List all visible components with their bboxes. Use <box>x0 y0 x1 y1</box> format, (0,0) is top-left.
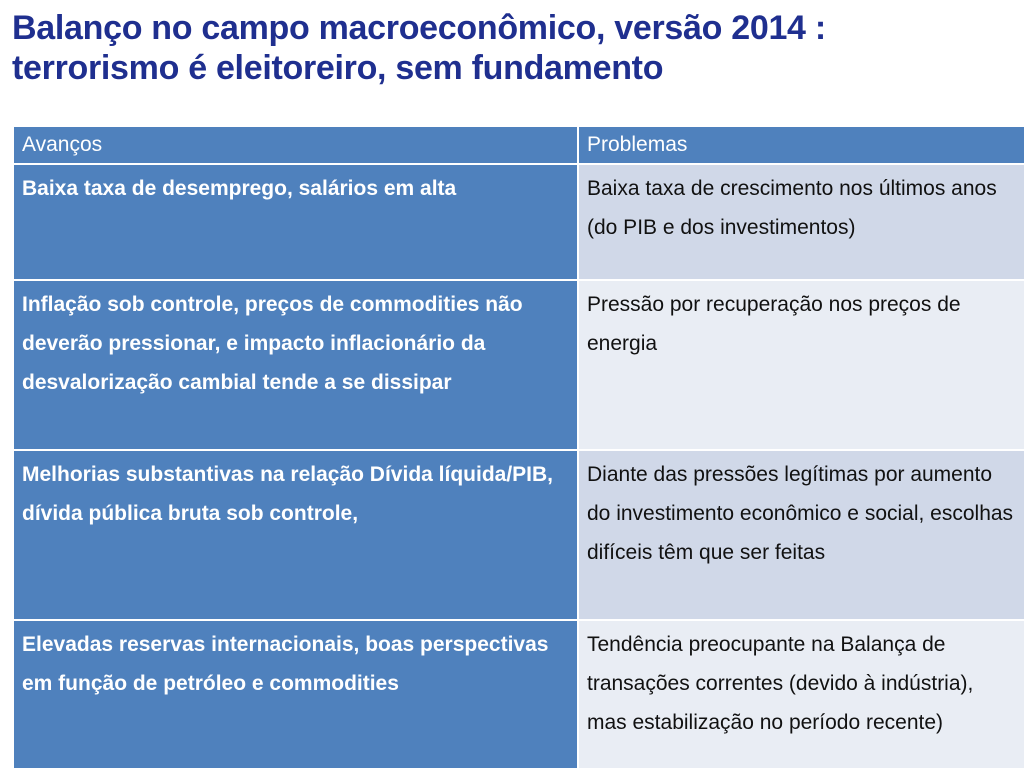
problema-cell: Diante das pressões legítimas por aumento do investimento econômico e social, escolhas difíceis têm que ser feitas <box>578 450 1024 620</box>
table-row <box>13 164 1024 280</box>
slide-title-line-2: terrorismo é eleitoreiro, sem fundamento <box>12 49 664 87</box>
comparison-table-container <box>12 125 1024 768</box>
header-problemas: Problemas <box>578 126 1024 164</box>
problema-cell: Baixa taxa de crescimento nos últimos anos (do PIB e dos investimentos) <box>578 164 1024 280</box>
table-row <box>13 450 1024 620</box>
header-avancos: Avanços <box>13 126 578 164</box>
slide-title-line-1: Balanço no campo macroeconômico, versão 2014 : <box>12 9 826 47</box>
table-row <box>13 280 1024 450</box>
problema-cell: Tendência preocupante na Balança de transações correntes (devido à indústria), mas estabilização no período recente) <box>578 620 1024 768</box>
slide-title <box>12 8 1012 88</box>
problema-cell: Pressão por recuperação nos preços de energia <box>578 280 1024 450</box>
comparison-table <box>12 125 1024 768</box>
avanco-cell: Melhorias substantivas na relação Dívida líquida/PIB, dívida pública bruta sob controle, <box>13 450 578 620</box>
table-row <box>13 620 1024 768</box>
avanco-cell: Baixa taxa de desemprego, salários em alta <box>13 164 578 280</box>
avanco-cell: Inflação sob controle, preços de commodities não deverão pressionar, e impacto inflacionário da desvalorização cambial tende a se dissipar <box>13 280 578 450</box>
avanco-cell: Elevadas reservas internacionais, boas perspectivas em função de petróleo e commodities <box>13 620 578 768</box>
table-header-row <box>13 126 1024 164</box>
